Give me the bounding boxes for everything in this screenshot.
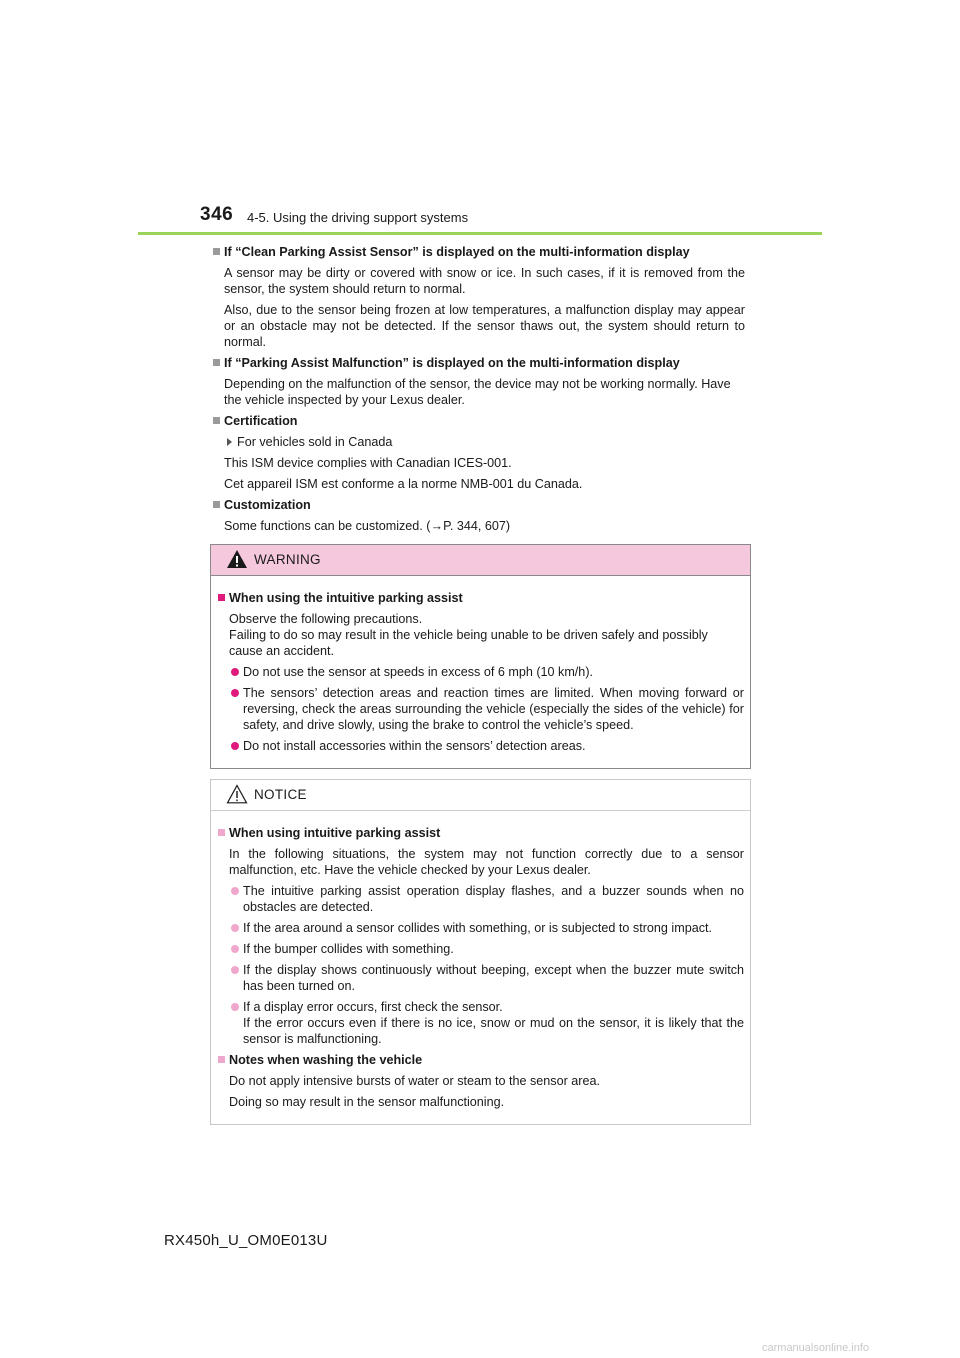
warning-bullet: The sensors’ detection areas and reaction times are limited. When moving forward or reversing, check the areas surrounding the vehicle (especially the sides of the vehicle) for safety, and drive slowly, using the brake to control the vehicle’s speed. (218, 685, 744, 733)
notice-box (210, 779, 751, 1125)
heading-certification: Certification (213, 413, 745, 429)
body-content (213, 244, 745, 534)
notice-bullet: If the bumper collides with something. (218, 941, 744, 957)
warning-title: WARNING (254, 552, 321, 567)
notice-title: NOTICE (254, 787, 307, 802)
square-bullet-icon (218, 594, 225, 601)
heading-customization: Customization (213, 497, 745, 513)
paragraph: Depending on the malfunction of the sensor, the device may not be working normally. Have the vehicle inspected by your Lexus dealer. (224, 377, 731, 407)
notice-bullet: If the area around a sensor collides with something, or is subjected to strong impact. (218, 920, 744, 936)
notice-heading: When using intuitive parking assist (218, 825, 744, 841)
dot-bullet-icon (231, 887, 239, 895)
section-title: 4-5. Using the driving support systems (247, 210, 469, 225)
square-bullet-icon (213, 359, 220, 366)
paragraph: This ISM device complies with Canadian ICES-001. (224, 456, 512, 470)
paragraph: Doing so may result in the sensor malfunctioning. (229, 1095, 505, 1109)
paragraph: A sensor may be dirty or covered with snow or ice. In such cases, if it is removed from the sensor, the system should return to normal. (224, 266, 745, 296)
header-rule (138, 232, 822, 235)
notice-bullet: If a display error occurs, first check the sensor. If the error occurs even if there is no ice, snow or mud on the sensor, it is likely that the sensor is malfunctioning. (218, 999, 744, 1047)
notice-bullet: If the display shows continuously without beeping, except when the buzzer mute switch has been turned on. (218, 962, 744, 994)
dot-bullet-icon (231, 668, 239, 676)
paragraph: Also, due to the sensor being frozen at low temperatures, a malfunction display may appear or an obstacle may not be detected. If the sensor thaws out, the system should return to normal. (224, 303, 745, 349)
notice-heading-washing: Notes when washing the vehicle (218, 1052, 744, 1068)
square-bullet-icon (218, 1056, 225, 1063)
dot-bullet-icon (231, 945, 239, 953)
dot-bullet-icon (231, 924, 239, 932)
square-bullet-icon (213, 417, 220, 424)
square-bullet-icon (213, 501, 220, 508)
triangle-bullet-icon (227, 438, 232, 446)
paragraph: In the following situations, the system may not function correctly due to a sensor malfunction, etc. Have the vehicle checked by your Lexus dealer. (229, 847, 744, 877)
paragraph: Cet appareil ISM est conforme a la norme NMB-001 du Canada. (224, 477, 583, 491)
heading-malfunction: If “Parking Assist Malfunction” is displayed on the multi-information display (213, 355, 745, 371)
footer-model-code: RX450h_U_OM0E013U (164, 1232, 328, 1249)
sub-item-canada: For vehicles sold in Canada (213, 434, 745, 450)
warning-heading: When using the intuitive parking assist (218, 590, 744, 606)
paragraph: Some functions can be customized. (→P. 344, 607) (224, 519, 511, 533)
warning-box (210, 544, 751, 769)
warning-bullet: Do not install accessories within the sensors’ detection areas. (218, 738, 744, 754)
warning-bullet: Do not use the sensor at speeds in excess of 6 mph (10 km/h). (218, 664, 744, 680)
dot-bullet-icon (231, 689, 239, 697)
page-number: 346 (200, 204, 234, 225)
notice-bullet: The intuitive parking assist operation display flashes, and a buzzer sounds when no obstacles are detected. (218, 883, 744, 915)
heading-clean-sensor: If “Clean Parking Assist Sensor” is displayed on the multi-information display (213, 244, 745, 260)
notice-header (211, 780, 750, 811)
notice-triangle-icon (226, 784, 248, 804)
paragraph: Observe the following precautions. Failing to do so may result in the vehicle being unable to be driven safely and possibly cause an accident. (229, 612, 708, 658)
watermark: carmanualsonline.info (762, 1342, 870, 1354)
dot-bullet-icon (231, 966, 239, 974)
paragraph: Do not apply intensive bursts of water or steam to the sensor area. (229, 1074, 601, 1088)
warning-body (211, 576, 750, 754)
warning-header (211, 545, 750, 576)
square-bullet-icon (213, 248, 220, 255)
square-bullet-icon (218, 829, 225, 836)
dot-bullet-icon (231, 1003, 239, 1011)
warning-triangle-icon (226, 549, 248, 569)
notice-body (211, 811, 750, 1110)
dot-bullet-icon (231, 742, 239, 750)
